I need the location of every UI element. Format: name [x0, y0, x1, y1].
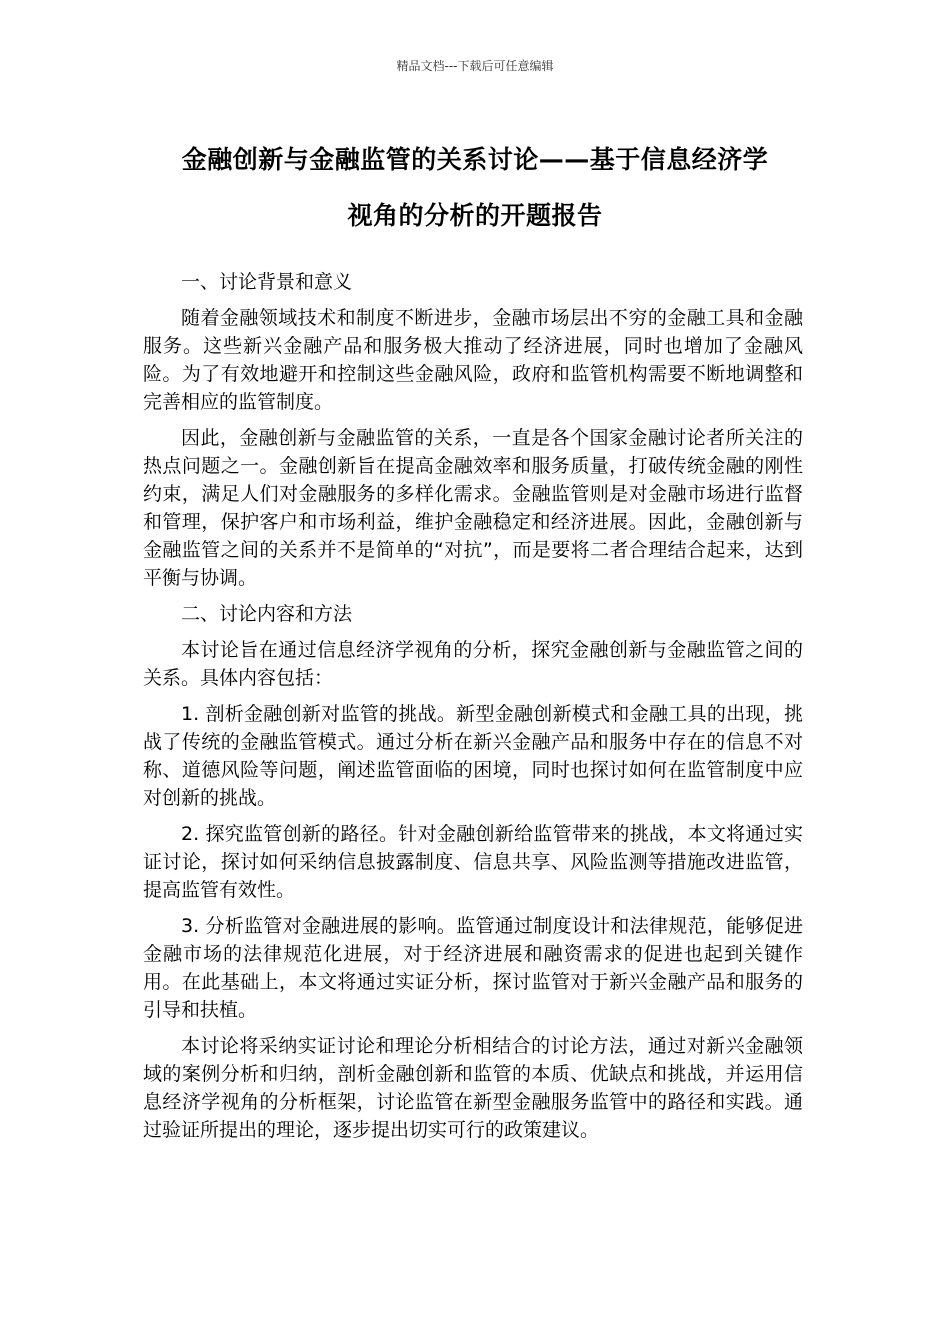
section-heading-content-method: 二、讨论内容和方法	[181, 603, 353, 625]
title-line-1: 金融创新与金融监管的关系讨论——基于信息经济学	[181, 145, 769, 174]
section-heading-background: 一、讨论背景和意义	[181, 271, 353, 293]
list-item: 2. 探究监管创新的路径。针对金融创新给监管带来的挑战，本文将通过实证讨论，探讨如何采纳信息披露制度、信息共享、风险监测等措施改进监管，提高监管有效性。	[143, 823, 803, 901]
list-item: 1. 剖析金融创新对监管的挑战。新型金融创新模式和金融工具的出现，挑战了传统的金融监管模式。通过分析在新兴金融产品和服务中存在的信息不对称、道德风险等问题，阐述监管面临的困境，同时也探讨如何在监管制度中应对创新的挑战。	[143, 703, 803, 809]
paragraph: 随着金融领域技术和制度不断进步，金融市场层出不穷的金融工具和金融服务。这些新兴金融产品和服务极大推动了经济进展，同时也增加了金融风险。为了有效地避开和控制这些金融风险，政府和监管机构需要不断地调整和完善相应的监管制度。	[143, 307, 803, 413]
header-note: 精品文档---下载后可任意编辑	[396, 59, 554, 73]
document-body	[143, 268, 803, 1152]
document-title	[120, 132, 830, 244]
paragraph: 本讨论将采纳实证讨论和理论分析相结合的讨论方法，通过对新兴金融领域的案例分析和归纳，剖析金融创新和监管的本质、优缺点和挑战，并运用信息经济学视角的分析框架，讨论监管在新型金融服务监管中的路径和实践。通过验证所提出的理论，逐步提出切实可行的政策建议。	[143, 1035, 803, 1141]
list-item: 3. 分析监管对金融进展的影响。监管通过制度设计和法律规范，能够促进金融市场的法律规范化进展，对于经济进展和融资需求的促进也起到关键作用。在此基础上，本文将通过实证分析，探讨监管对于新兴金融产品和服务的引导和扶植。	[143, 915, 803, 1021]
paragraph: 因此，金融创新与金融监管的关系，一直是各个国家金融讨论者所关注的热点问题之一。金融创新旨在提高金融效率和服务质量，打破传统金融的刚性约束，满足人们对金融服务的多样化需求。金融监管则是对金融市场进行监督和管理，保护客户和市场利益，维护金融稳定和经济进展。因此，金融创新与金融监管之间的关系并不是简单的“对抗”，而是要将二者合理结合起来，达到平衡与协调。	[143, 427, 803, 589]
title-line-2: 视角的分析的开题报告	[347, 201, 603, 230]
paragraph: 本讨论旨在通过信息经济学视角的分析，探究金融创新与金融监管之间的关系。具体内容包括：	[143, 639, 803, 689]
